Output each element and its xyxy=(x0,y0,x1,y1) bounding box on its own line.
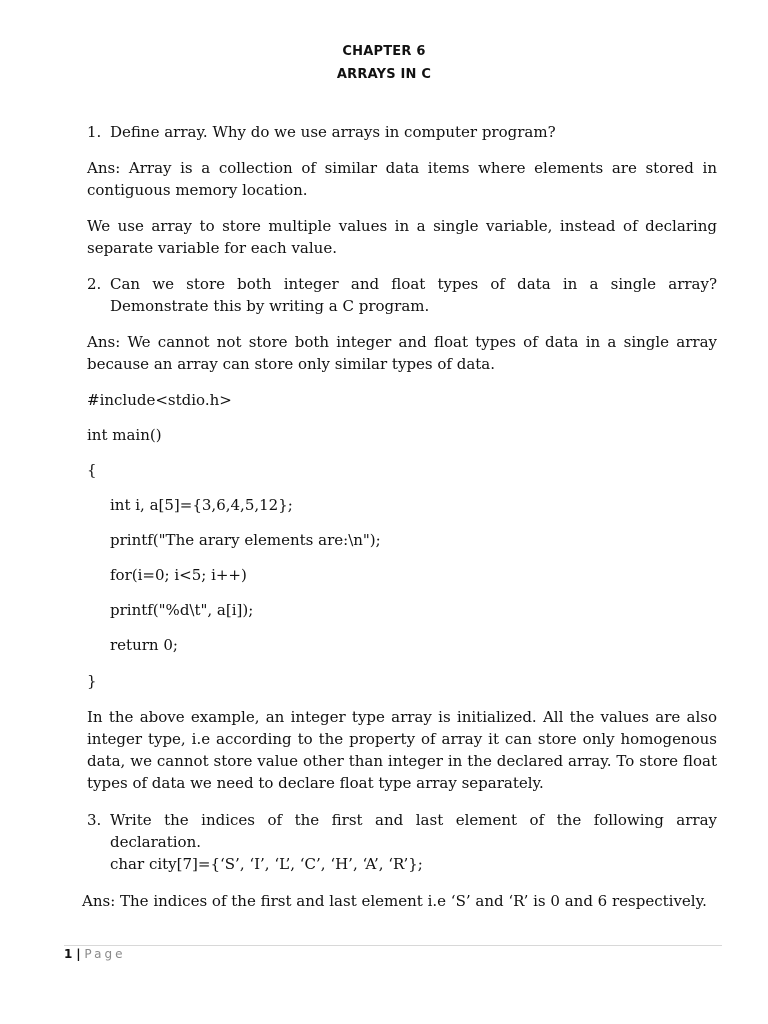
code-line: } xyxy=(87,672,97,690)
code-line: #include<stdio.h> xyxy=(87,391,232,409)
answer-2-line-1: Ans: We cannot not store both integer and float types of data in a single array xyxy=(87,333,717,351)
question-3-line-3: char city[7]={‘S’, ‘I’, ‘L’, ‘C’, ‘H’, ‘A’, ‘R’}; xyxy=(110,855,423,873)
page-label: Page xyxy=(84,947,126,961)
explanation-line-4: types of data we need to declare float type array separately. xyxy=(87,774,544,792)
answer-3-text: Ans: The indices of the first and last element i.e ‘S’ and ‘R’ is 0 and 6 respectively. xyxy=(82,892,707,910)
explanation-line-3: data, we cannot store value other than integer in the declared array. To store float xyxy=(87,752,717,770)
question-2-line-1: Can we store both integer and float types of data in a single array? xyxy=(110,275,717,293)
answer-1-line-2: contiguous memory location. xyxy=(87,181,308,199)
answer-1-para-2-line-1: We use array to store multiple values in a single variable, instead of declaring xyxy=(87,217,717,235)
question-number-2: 2. xyxy=(87,275,102,293)
chapter-label: CHAPTER 6 xyxy=(342,44,426,59)
code-line: return 0; xyxy=(110,636,178,654)
code-line: { xyxy=(87,461,97,479)
code-line: printf("The arary elements are:\n"); xyxy=(110,531,381,549)
question-3-line-1: Write the indices of the first and last element of the following array xyxy=(110,811,717,829)
explanation-line-2: integer type, i.e according to the property of array it can store only homogenous xyxy=(87,730,717,748)
page-footer xyxy=(64,947,125,961)
question-number-3: 3. xyxy=(87,811,102,829)
explanation-line-1: In the above example, an integer type array is initialized. All the values are also xyxy=(87,708,717,726)
footer-divider xyxy=(64,945,722,946)
answer-2-line-2: because an array can store only similar types of data. xyxy=(87,355,496,373)
question-3-line-2: declaration. xyxy=(110,833,202,851)
answer-1-line-1: Ans: Array is a collection of similar data items where elements are stored in xyxy=(87,159,717,177)
question-2-line-2: Demonstrate this by writing a C program. xyxy=(110,297,430,315)
footer-separator: | xyxy=(76,947,81,961)
code-line: int i, a[5]={3,6,4,5,12}; xyxy=(110,496,293,514)
question-number-1: 1. xyxy=(87,123,102,141)
chapter-title: ARRAYS IN C xyxy=(336,67,432,82)
code-line: for(i=0; i<5; i++) xyxy=(110,566,247,584)
question-1-text: Define array. Why do we use arrays in computer program? xyxy=(110,123,556,141)
answer-1-para-2-line-2: separate variable for each value. xyxy=(87,239,337,257)
code-line: int main() xyxy=(87,426,162,444)
code-line: printf("%d\t", a[i]); xyxy=(110,601,254,619)
page-number: 1 xyxy=(64,947,73,961)
